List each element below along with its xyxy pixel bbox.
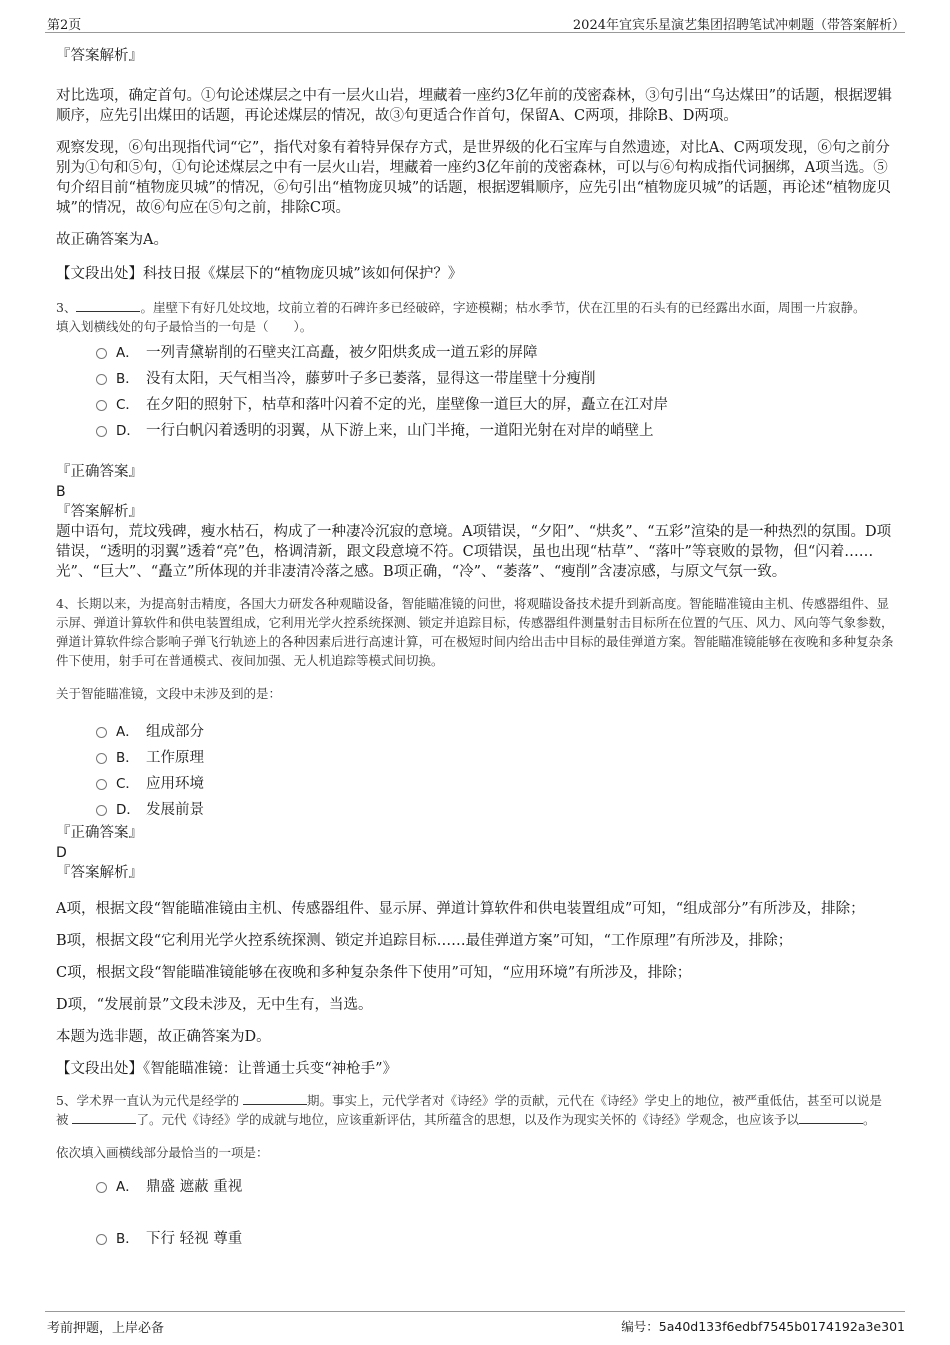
radio-icon[interactable]	[96, 1182, 107, 1193]
radio-icon[interactable]	[96, 348, 107, 359]
q3-analysis-label: 『答案解析』	[56, 504, 143, 520]
q4-analysis-a: A项，根据文段“智能瞄准镜由主机、传感器组件、显示屏、弹道计算软件和供电装置组成”可知，“组成部分”有所涉及，排除；	[56, 901, 865, 917]
q4-source: 【文段出处】《智能瞄准镜：让普通士兵变“神枪手”》	[56, 1061, 398, 1077]
q3-analysis: 题中语句，荒坟残碑，瘦水枯石，构成了一种凄冷沉寂的意境。A项错误，“夕阳”、“烘炙”、“五彩”渲染的是一种热烈的氛围。D项错误，“透明的羽翼”透着“亮”色，格调清新，跟文段意境不符。C项错误，虽也出现“枯草”、“落叶”等衰败的景物，但“闪着……光”、“巨大”、“矗立”所体现的并非凄清冷落之感。B项正确，“冷”、“萎落”、“瘦削”含凄凉感，与原文气氛一致。	[56, 524, 892, 580]
q4-analysis-d: D项，“发展前景”文段未涉及，无中生有，当选。	[56, 997, 373, 1013]
q4-answer-label: 『正确答案』	[56, 825, 143, 841]
q5-option-a[interactable]: A． 鼎盛 遮蔽 重视	[96, 1172, 894, 1198]
radio-icon[interactable]	[96, 779, 107, 790]
document-title: 2024年宜宾乐星演艺集团招聘笔试冲刺题（带答案解析）	[572, 18, 905, 33]
q3-options	[96, 338, 894, 442]
document-body	[56, 40, 894, 1250]
q5-option-b[interactable]: B． 下行 轻视 尊重	[96, 1224, 894, 1250]
radio-icon[interactable]	[96, 727, 107, 738]
q4-option-c[interactable]: C． 应用环境	[96, 769, 894, 795]
q4-answer: D	[56, 845, 67, 861]
q5-blank-2	[72, 1111, 136, 1124]
footer-slogan: 考前押题，上岸必备	[47, 1321, 165, 1336]
q3-answer-label: 『正确答案』	[56, 464, 143, 480]
q2-analysis-label: 『答案解析』	[56, 48, 143, 64]
q3-option-c[interactable]: C． 在夕阳的照射下，枯草和落叶闪着不定的光，崖壁像一道巨大的屏，矗立在江对岸	[96, 390, 894, 416]
q4-stem: 4、长期以来，为提高射击精度，各国大力研发各种观瞄设备，智能瞄准镜的问世，将观瞄设备技术提升到新高度。智能瞄准镜由主机、传感器组件、显示屏、弹道计算软件和供电装置组成，它利用光学火控系统探测、锁定并追踪目标，传感器组件测量射击目标所在位置的气压、风力、风向等气象参数，弹道计算软件综合影响子弹飞行轨迹上的各种因素后进行高速计算，可在极短时间内给出击中目标的最佳弹道方案。智能瞄准镜能够在夜晚和多种复杂条件下使用，射手可在普通模式、夜间加强、无人机追踪等模式间切换。	[56, 596, 894, 668]
radio-icon[interactable]	[96, 374, 107, 385]
q4-analysis-label: 『答案解析』	[56, 865, 143, 881]
q2-analysis-para2: 观察发现，⑥句出现指代词“它”，指代对象有着特异保存方式，是世界级的化石宝库与自然遗迹，对比A、C两项发现，⑥句之前分别为①句和⑤句，①句论述煤层之中有一层火山岩，埋藏着一座约3亿年前的茂密森林，可以与⑥句构成指代词捆绑，A项当选。⑤句介绍目前“植物庞贝城”的情况，⑥句引出“植物庞贝城”的话题，根据逻辑顺序，应先引出“植物庞贝城”的话题，再论述“植物庞贝城”的情况，故⑥句应在⑤句之前，排除C项。	[56, 140, 891, 216]
page-footer	[45, 1311, 905, 1336]
q3-stem: 3、 。崖壁下有好几处坟地，坟前立着的石碑许多已经破碎，字迹模糊；枯水季节，伏在江里的石头有的已经露出水面，周围一片寂静。	[56, 300, 866, 315]
q5-blank-3	[799, 1111, 863, 1124]
q4-option-d[interactable]: D． 发展前景	[96, 795, 894, 821]
page-number: 第2页	[47, 18, 82, 33]
radio-icon[interactable]	[96, 426, 107, 437]
document-code: 编号：5a40d133f6edbf7545b0174192a3e301	[621, 1319, 905, 1334]
q2-conclusion: 故正确答案为A。	[56, 232, 168, 248]
q2-source: 【文段出处】科技日报《煤层下的“植物庞贝城”该如何保护？》	[56, 266, 463, 282]
q4-option-a[interactable]: A． 组成部分	[96, 717, 894, 743]
page-header	[45, 12, 905, 33]
q4-conclusion: 本题为选非题，故正确答案为D。	[56, 1029, 271, 1045]
q3-option-b[interactable]: B． 没有太阳，天气相当冷，藤萝叶子多已萎落，显得这一带崖壁十分瘦削	[96, 364, 894, 390]
q5-blank-1	[243, 1092, 307, 1105]
q5-stem: 5、学术界一直认为元代是经学的 期。事实上，元代学者对《诗经》学的贡献，元代在《诗经》学史上的地位，被严重低估，甚至可以说是被 了。元代《诗经》学的成就与地位，应该重新评估，其所蕴含的思想，以及作为现实关怀的《诗经》学观念，也应该予以 。	[56, 1093, 882, 1127]
q3-option-d[interactable]: D． 一行白帆闪着透明的羽翼，从下游上来，山门半掩，一道阳光射在对岸的峭壁上	[96, 416, 894, 442]
q4-prompt: 关于智能瞄准镜，文段中未涉及到的是：	[56, 686, 282, 701]
radio-icon[interactable]	[96, 753, 107, 764]
radio-icon[interactable]	[96, 1234, 107, 1245]
radio-icon[interactable]	[96, 805, 107, 816]
q3-blank	[76, 299, 140, 312]
q5-prompt: 依次填入画横线部分最恰当的一项是：	[56, 1145, 269, 1160]
q3-option-a[interactable]: A． 一列青黛崭削的石壁夹江高矗，被夕阳烘炙成一道五彩的屏障	[96, 338, 894, 364]
q4-analysis-c: C项，根据文段“智能瞄准镜能够在夜晚和多种复杂条件下使用”可知，“应用环境”有所涉及，排除；	[56, 965, 692, 981]
radio-icon[interactable]	[96, 400, 107, 411]
q2-analysis-para1: 对比选项，确定首句。①句论述煤层之中有一层火山岩，埋藏着一座约3亿年前的茂密森林，③句引出“乌达煤田”的话题，根据逻辑顺序，应先引出煤田的话题，再论述煤层的情况，故③句更适合作首句，保留A、C两项，排除B、D两项。	[56, 88, 893, 124]
q4-analysis-b: B项，根据文段“它利用光学火控系统探测、锁定并追踪目标……最佳弹道方案”可知，“工作原理”有所涉及，排除；	[56, 933, 793, 949]
q5-options	[96, 1172, 894, 1250]
q4-options	[96, 717, 894, 821]
q3-prompt: 填入划横线处的句子最恰当的一句是（ ）。	[56, 319, 313, 334]
q4-option-b[interactable]: B． 工作原理	[96, 743, 894, 769]
q3-answer: B	[56, 484, 66, 500]
